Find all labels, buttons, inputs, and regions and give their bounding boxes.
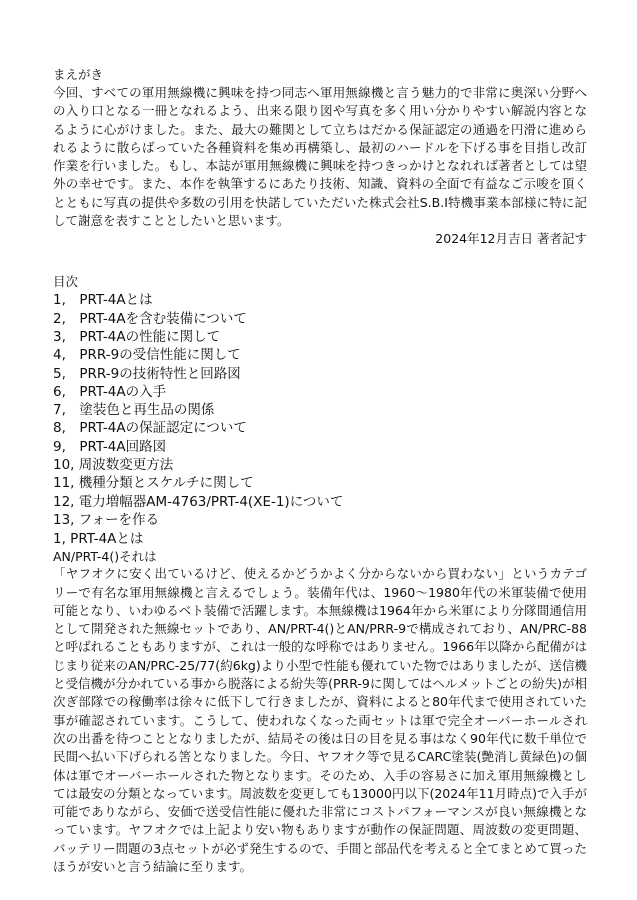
preface-signature: 2024年12月吉日 著者記す: [435, 231, 587, 247]
toc-item: 13, フォーを作る: [53, 511, 160, 528]
toc-item: 4, PRR-9の受信性能に関して: [53, 347, 241, 364]
table-of-contents: [53, 291, 587, 529]
toc-item: 3, PRT-4Aの性能に関して: [53, 328, 221, 345]
toc-item: 9, PRT-4A回路図: [53, 438, 167, 455]
preface-title: まえがき: [53, 67, 104, 82]
toc-item: 1, PRT-4Aとは: [53, 292, 153, 309]
toc-item: 7, 塗装色と再生品の関係: [53, 402, 215, 419]
toc-item: 10, 周波数変更方法: [53, 457, 174, 474]
section-subtitle: AN/PRT-4()それは: [53, 549, 157, 565]
section-title: 1, PRT-4Aとは: [53, 531, 144, 548]
toc-item: 11, 機種分類とスケルチに関して: [53, 475, 254, 492]
toc-item: 8, PRT-4Aの保証認定について: [53, 420, 247, 437]
preface-body: 今回、すべての軍用無線機に興味を持つ同志へ軍用無線機と言う魅力的で非常に奥深い分野への入り口となる一冊となれるよう、出来る限り図や写真を多く用い分かりやすい解説内容となるように心がけました。また、最大の難関として立ちはだかる保証認定の通過を円滑に進められるように散らばっていた各種資料を集め再構築し、最初のハードルを下げる事を目指し改訂作業を行いました。もし、本誌が軍用無線機に興味を持つきっかけとなれれば著者としては望外の幸せです。また、本作を執筆するにあたり技術、知識、資料の全面で有益なご示唆を頂くとともに写真の提供や多数の引用を快諾していただいた株式会社S.B.I特機事業本部様に特に記して謝意を表すこととしたいと思います。: [53, 85, 587, 229]
toc-item: 12, 電力増幅器AM-4763/PRT-4(XE-1)について: [53, 493, 344, 510]
toc-item: 6, PRT-4Aの入手: [53, 383, 167, 400]
toc-item: 2, PRT-4Aを含む装備について: [53, 310, 247, 327]
toc-item: 5, PRR-9の技術特性と回路図: [53, 365, 241, 382]
toc-title: 目次: [53, 274, 79, 290]
section-body: 「ヤフオクに安く出ているけど、使えるかどうかよく分からないから買わない」というカテゴリーで有名な軍用無線機と言えるでしょう。装備年代は、1960～1980年代の米軍装備で使用可能となり、いわゆるベト装備で活躍します。本無線機は1964年から米軍により分隊間通信用として開発された無線セットであり、AN/PRT-4()とAN/PRR-9で構成されており、AN/PRC-88と呼ばれることもありますが、これは一般的な呼称ではありません。1966年以降から配備がはじまり従来のAN/PRC-25/77(約6kg)より小型で性能も優れていた物ではありましたが、送信機と受信機が分かれている事から脱落による紛失等(PRR-9に関してはヘルメットごとの紛失)が相次ぎ部隊での稼働率は徐々に低下して行きましたが、資料によると80年代まで使用されていた事が確認されています。こうして、使われなくなった両セットは軍で完全オーバーホールされ次の出番を待つこととなりましたが、結局その後は日の目を見る事はなく90年代に数千単位で民間へ払い下げられる筈となりました。今日、ヤフオク等で見るCARC塗装(艶消し黄緑色)の個体は軍でオーバーホールされた物となります。そのため、入手の容易さに加え軍用無線機としては最安の分類となっています。周波数を変更しても13000円以下(2024年11月時点)で入手が可能でありながら、安価で送受信性能に優れた非常にコストパフォーマンスが良い無線機となっています。ヤフオクでは上記より安い物もありますが動作の保証問題、周波数の変更問題、バッテリー問題の3点セットが必ず発生するので、手間と部品代を考えると全てまとめて買ったほうが安いと言う結論に至ります。: [53, 566, 587, 874]
